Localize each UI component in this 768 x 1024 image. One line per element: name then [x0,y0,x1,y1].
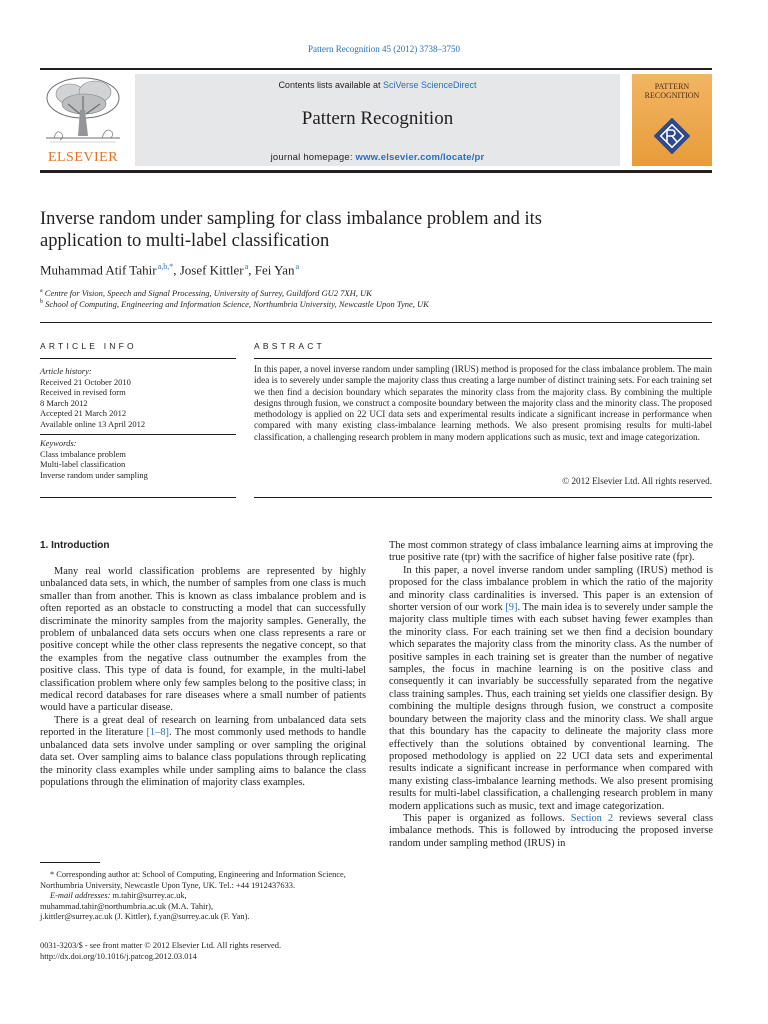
article-title [40,208,700,252]
footnotes [40,870,366,923]
author-affiliation-mark[interactable]: a [244,262,249,271]
history-item: 8 March 2012 [40,397,88,408]
corresponding-author-note: * Corresponding author at: School of Computing, Engineering and Information Science, Northumbria University, Newcastle Upon Tyne, UK. Tel.: +44 1912437633. [40,870,346,890]
homepage-line [135,152,620,163]
email-line [40,891,366,902]
email-address[interactable]: m.tahir@surrey.ac.uk, [110,891,187,901]
paragraph-text: . The most commonly used methods to handle unbalanced data sets involve under sampling or over sampling the original data set. Over sampling aims to balance class populations through replicating the minority class examples while under sampling aims to balance the class populations through the elimination of majority class examples. [40,727,366,788]
email-line[interactable]: muhammad.tahir@northumbria.ac.uk (M.A. Tahir), [40,901,214,911]
contents-prefix: Contents lists available at [278,80,383,90]
keyword-item: Class imbalance problem [40,448,126,459]
divider [254,497,712,498]
homepage-prefix: journal homepage: [270,152,356,163]
article-info-heading: ARTICLE INFO [40,341,137,351]
keyword-item: Inverse random under sampling [40,469,148,480]
author-affiliation-mark[interactable]: a,b,* [157,262,174,271]
divider [40,434,236,435]
body-column-left [40,566,366,789]
masthead-bottom-rule [40,170,712,173]
author-name: Muhammad Atif Tahir [40,262,157,278]
cover-title [632,82,712,100]
paragraph-text: This paper is organized as follows. [403,812,571,824]
front-matter [40,940,366,962]
journal-reference-link[interactable]: Pattern Recognition 45 (2012) 3738–3750 [308,44,460,54]
section-link[interactable]: Section 2 [570,812,614,824]
paragraph: The most common strategy of class imbalance learning aims at improving the true positive rate (tpr) with the sacrifice of higher false positive rate (fpr). [389,540,713,564]
author-affiliation-mark[interactable]: a [295,262,300,271]
cover-title-line1: PATTERN [654,82,690,91]
paragraph-text: There is a great deal of research on learning from unbalanced data sets reported in the literature [40,714,366,739]
history-item: Available online 13 April 2012 [40,418,146,429]
keyword-item: Multi-label classification [40,459,126,470]
abstract-text: In this paper, a novel inverse random under sampling (IRUS) method is proposed for the class imbalance problem. The main idea is to severely under sample the majority class thus creating a large number of distinct training sets. For each training set we then find a decision boundary which separates the minority class from the majority class. By combining the multiple designs through fusion, we construct a composite boundary between the majority class and the minority class. The proposed methodology is applied on 22 UCI data sets and experimental results indicate a significant increase in performance when compared with many existing class-imbalance learning methods. We also present promising results for multi-label classification, a challenging research problem in many modern applications such as music, text and image categorization. [254,364,712,442]
article-title-line1: Inverse random under sampling for class imbalance problem and its [40,209,542,229]
tree-logo-icon [40,74,126,150]
article-history [40,366,236,430]
email-line[interactable]: j.kittler@surrey.ac.uk (J. Kittler), f.yan@surrey.ac.uk (F. Yan). [40,912,250,922]
issn-line: 0031-3203/$ - see front matter © 2012 Elsevier Ltd. All rights reserved. [40,941,282,950]
citation-link[interactable]: [9] [505,602,518,614]
affiliation-mark: b [40,299,43,306]
paragraph-text: reviews several class imbalance methods. This is followed by introducing the proposed inverse random under sampling method (IRUS) in [389,812,713,849]
author-name: Josef Kittler [179,262,244,278]
keywords-heading: Keywords: [40,438,77,448]
paragraph-text: . The main idea is to severely under sample the majority class multiple times with each subset having fewer examples than the minority class. For each training set we then find a decision boundary which separates the majority class from the minority class. As the number of positive samples in each training set is greater than the number of negative samples, the focus in machine learning is on the positive class and consequently it can invariably be successfully separated from the negative class training samples. Thus, each training set yields one classifier design. By combining the multiple designs through fusion, we construct a composite boundary between the majority class and the minority class. We shall argue that this boundary has the capacity to delineate the majority class more effectively than the solutions obtained by conventional learning. The proposed methodology is applied on 22 UCI data sets and experimental results indicate a significant increase in performance when compared with many existing class-imbalance learning methods. We also present promising results for multi-label classification, a challenging research problem in many modern applications such as music, text and image categorization. [389,602,713,812]
journal-cover-thumbnail[interactable] [632,74,712,166]
divider [40,358,236,359]
abstract-copyright: © 2012 Elsevier Ltd. All rights reserved. [562,476,712,486]
article-title-line2: application to multi-label classification [40,231,330,251]
email-heading: E-mail addresses: [50,891,111,901]
affiliation-text: School of Computing, Engineering and Information Science, Northumbria University, Newcastle Upon Tyne, UK [45,299,429,309]
paragraph [389,565,713,813]
section-heading-introduction: 1. Introduction [40,540,110,551]
divider [254,358,712,359]
paragraph [389,813,713,850]
divider [40,497,236,498]
history-heading: Article history: [40,366,92,376]
footnote-rule [40,862,100,863]
author-list: Muhammad Atif Tahir $^{a,b,*}$, Josef Kittler $^a$, Fei Yan $^a$ [40,262,300,278]
affiliation-mark: a [40,288,43,295]
body-column-right [389,540,713,850]
cover-title-line2: RECOGNITION [644,91,700,100]
affiliation-text: Centre for Vision, Speech and Signal Processing, University of Surrey, Guildford GU2 7XH, UK [44,288,372,298]
cover-emblem-icon [654,118,690,154]
history-item: Accepted 21 March 2012 [40,408,127,419]
history-item: Received 21 October 2010 [40,376,131,387]
publisher-name: ELSEVIER [47,150,119,165]
journal-banner [135,74,620,166]
citation-link[interactable]: [1–8] [146,727,169,739]
divider [40,322,712,323]
homepage-link[interactable]: www.elsevier.com/locate/pr [355,152,485,163]
abstract-heading: ABSTRACT [254,341,325,351]
masthead-top-rule [40,68,712,70]
contents-line [135,80,620,90]
history-item: Received in revised form [40,387,126,398]
affiliation-b [40,299,700,309]
keywords [40,438,236,480]
journal-name: Pattern Recognition [301,108,454,129]
paragraph [40,715,366,789]
paragraph-text: In this paper, a novel inverse random under sampling (IRUS) method is proposed for the class imbalance problem in which the ratio of the majority and minority class cardinalities is inversed. This paper is an extension of shorter version of our work [389,564,713,614]
doi-link[interactable]: http://dx.doi.org/10.1016/j.patcog.2012.03.014 [40,952,197,961]
author-name: Fei Yan [254,262,295,278]
sciencedirect-link[interactable]: SciVerse ScienceDirect [383,80,477,90]
affiliation-a [40,288,700,298]
paragraph: Many real world classification problems are represented by highly unbalanced data sets, in which, the number of samples from one class is much smaller than from another. This is known as class imbalance problem and is often reported as an obstacle to constructing a model that can successfully discriminate the minority samples from the majority samples. Generally, the problem of unbalanced data sets occurs when one class represents a rare or positive concept while the other class represents the negative concept, so that the examples from the negative class outnumber the examples from the positive class. This type of data is found, for example, in the multi-label classification problem where only few samples belong to the positive class; in medical record databases for rare diseases where a small number of patients would have a particular disease. [40,566,366,714]
